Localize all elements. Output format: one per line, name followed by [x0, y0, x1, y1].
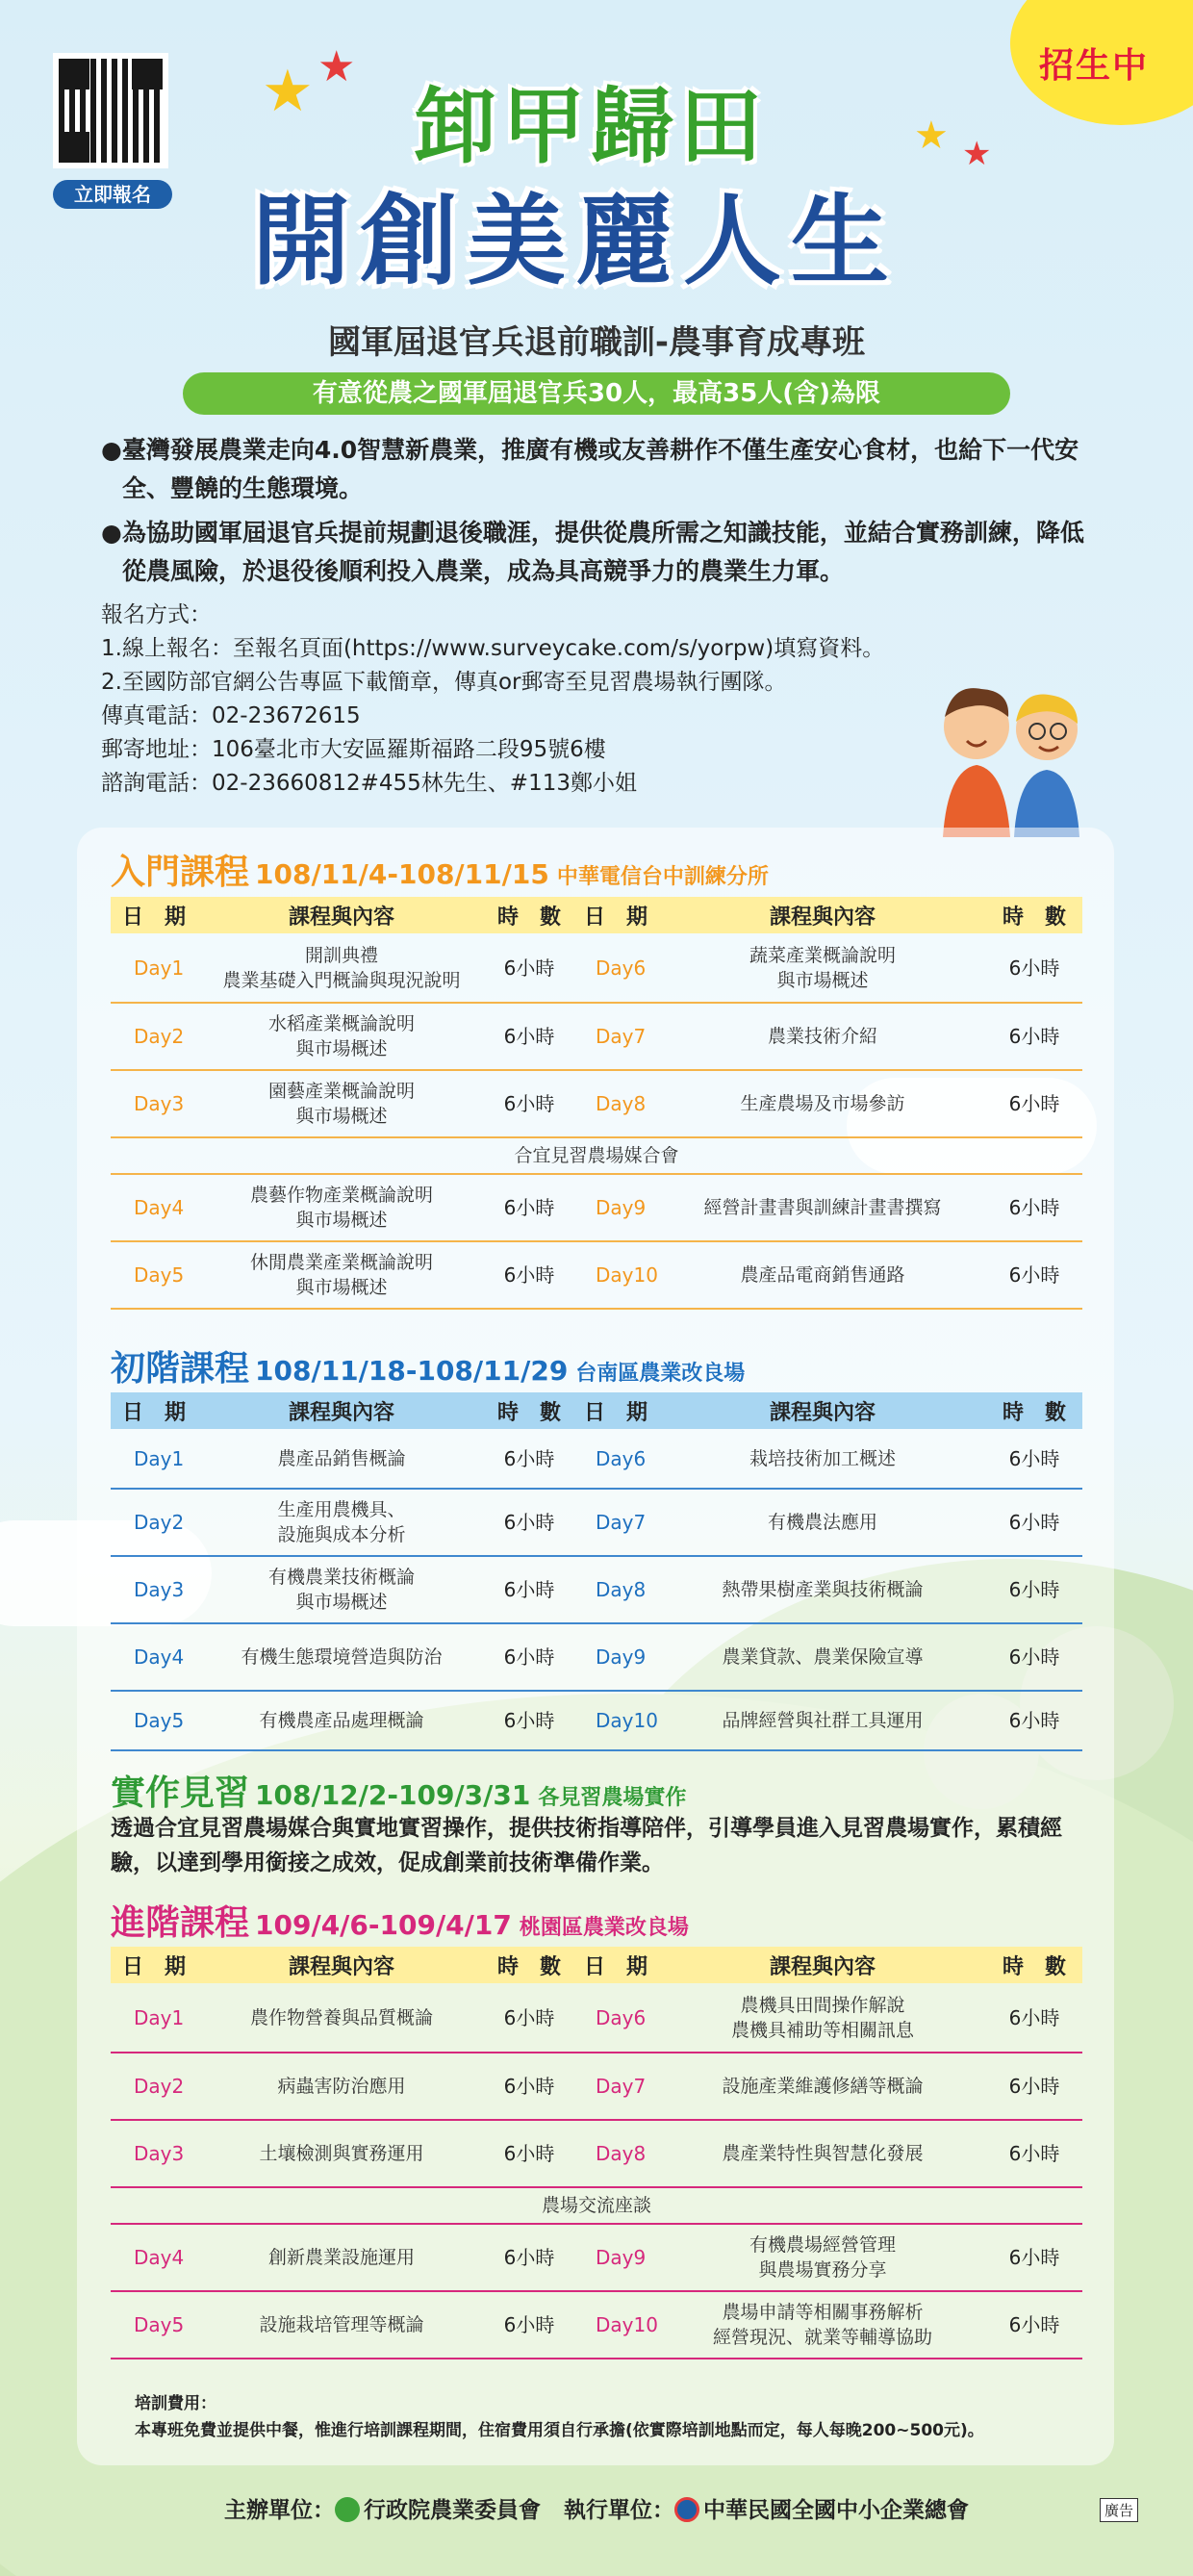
- column-header: 時 數: [986, 1392, 1082, 1429]
- enrolling-badge: 招生中: [1039, 46, 1150, 86]
- column-header: 課程與內容: [659, 897, 986, 933]
- day-cell: Day6: [572, 1983, 659, 2053]
- basic-course-date: 108/11/18-108/11/29: [255, 1355, 569, 1387]
- practice-date: 108/12/2-109/3/31: [255, 1779, 531, 1811]
- day-cell: Day1: [111, 1429, 197, 1489]
- training-fee: [135, 2390, 1087, 2444]
- star-icon: ★: [317, 42, 356, 91]
- day-cell: Day1: [111, 1983, 197, 2053]
- table-row: [111, 933, 1082, 1003]
- hours-cell: 6小時: [986, 2053, 1082, 2120]
- course-content-cell: 農機具田間操作解說 農機具補助等相關訊息: [659, 1983, 986, 2053]
- practice-description: 透過合宜見習農場媒合與實地實習操作，提供技術指導陪伴，引導學員進入見習農場實作，累積經驗，以達到學用銜接之成效，促成創業前技術準備作業。: [111, 1816, 1062, 1875]
- course-content-cell: 園藝產業概論說明 與市場概述: [197, 1070, 486, 1137]
- column-header: 時 數: [986, 897, 1082, 933]
- basic-course-title: 初階課程: [111, 1349, 250, 1389]
- table-row: [111, 2224, 1082, 2291]
- course-content-cell: 農業貸款、農業保險宣導: [659, 1623, 986, 1691]
- table-row: [111, 1556, 1082, 1623]
- host-label: 主辦單位：: [223, 2498, 335, 2523]
- merged-event-cell: 農場交流座談: [111, 2187, 1082, 2224]
- course-content-cell: 休閒農業產業概論說明 與市場概述: [197, 1241, 486, 1309]
- hours-cell: 6小時: [986, 1623, 1082, 1691]
- footer: [0, 2492, 1193, 2524]
- practice-title: 實作見習: [111, 1773, 250, 1813]
- column-header: 時 數: [486, 1947, 572, 1983]
- signup-line: 報名方式：: [101, 602, 212, 627]
- basic-course-location: 台南區農業改良場: [575, 1362, 746, 1386]
- hours-cell: 6小時: [986, 1983, 1082, 2053]
- day-cell: Day9: [572, 2224, 659, 2291]
- day-cell: Day7: [572, 1003, 659, 1070]
- day-cell: Day4: [111, 1623, 197, 1691]
- table-row: [111, 1137, 1082, 1174]
- hours-cell: 6小時: [486, 1691, 572, 1750]
- column-header: 日 期: [572, 1392, 659, 1429]
- basic-course-table: [111, 1392, 1082, 1751]
- day-cell: Day8: [572, 1070, 659, 1137]
- hours-cell: 6小時: [486, 1623, 572, 1691]
- course-content-cell: 農場申請等相關事務解析 經營現況、就業等輔導協助: [659, 2291, 986, 2359]
- host-org: 行政院農業委員會: [363, 2498, 541, 2523]
- exec-label: 執行單位：: [564, 2498, 675, 2523]
- headline-line1: 卸甲歸田: [414, 79, 768, 175]
- intro-course-location: 中華電信台中訓練分所: [556, 865, 769, 889]
- course-content-cell: 農產品電商銷售通路: [659, 1241, 986, 1309]
- column-header: 日 期: [111, 897, 197, 933]
- signup-now-label[interactable]: 立即報名: [53, 180, 172, 209]
- course-content-cell: 設施產業維護修繕等概論: [659, 2053, 986, 2120]
- day-cell: Day3: [111, 2120, 197, 2187]
- fee-label: 培訓費用：: [135, 2394, 216, 2413]
- hours-cell: 6小時: [486, 2053, 572, 2120]
- practice-location: 各見習農場實作: [538, 1786, 687, 1810]
- day-cell: Day10: [572, 2291, 659, 2359]
- hours-cell: 6小時: [486, 1489, 572, 1556]
- signup-line: 1.線上報名：至報名頁面(https://www.surveycake.com/s/yorpw)填寫資料。: [101, 636, 885, 661]
- advanced-course-location: 桃園區農業改良場: [519, 1916, 689, 1940]
- day-cell: Day3: [111, 1070, 197, 1137]
- star-icon: ★: [962, 135, 992, 173]
- program-subtitle: 國軍屆退官兵退前職訓-農事育成專班: [327, 323, 866, 362]
- table-header-row: [111, 897, 1082, 933]
- table-row: [111, 1174, 1082, 1241]
- course-content-cell: 有機農產品處理概論: [197, 1691, 486, 1750]
- table-row: [111, 2120, 1082, 2187]
- day-cell: Day8: [572, 1556, 659, 1623]
- basic-course-heading: [111, 1341, 745, 1390]
- column-header: 日 期: [572, 897, 659, 933]
- exec-org: 中華民國全國中小企業總會: [703, 2498, 970, 2523]
- hours-cell: 6小時: [486, 1174, 572, 1241]
- coa-logo-icon: [335, 2497, 360, 2522]
- course-content-cell: 農產品銷售概論: [197, 1429, 486, 1489]
- course-content-cell: 農藝作物產業概論說明 與市場概述: [197, 1174, 486, 1241]
- hours-cell: 6小時: [986, 1003, 1082, 1070]
- course-content-cell: 水稻產業概論說明 與市場概述: [197, 1003, 486, 1070]
- advanced-course-table: [111, 1947, 1082, 2359]
- intro-course-date: 108/11/4-108/11/15: [255, 858, 549, 890]
- table-row: [111, 1691, 1082, 1750]
- bullet-item: ●為協助國軍屆退官兵提前規劃退後職涯，提供從農所需之知識技能，並結合實務訓練，降低從農風險，於退役後順利投入農業，成為具高競爭力的農業生力軍。: [101, 519, 1084, 585]
- table-row: [111, 1489, 1082, 1556]
- table-row: [111, 1623, 1082, 1691]
- intro-course-table: [111, 897, 1082, 1310]
- fee-text: 本專班免費並提供中餐，惟進行培訓課程期間，住宿費用須自行承擔(依實際培訓地點而定，每人每晚200~500元)。: [135, 2421, 984, 2440]
- hours-cell: 6小時: [486, 2120, 572, 2187]
- qr-code[interactable]: [53, 53, 168, 168]
- hours-cell: 6小時: [986, 1070, 1082, 1137]
- hours-cell: 6小時: [486, 1241, 572, 1309]
- course-content-cell: 農產業特性與智慧化發展: [659, 2120, 986, 2187]
- signup-line: 諮詢電話：02-23660812#455林先生、#113鄭小姐: [101, 771, 637, 796]
- intro-bullets: [101, 431, 1092, 597]
- hours-cell: 6小時: [486, 1070, 572, 1137]
- headline-line2: 開創美麗人生: [252, 185, 899, 299]
- hours-cell: 6小時: [986, 2224, 1082, 2291]
- hours-cell: 6小時: [486, 2224, 572, 2291]
- table-row: [111, 1003, 1082, 1070]
- day-cell: Day2: [111, 1489, 197, 1556]
- column-header: 日 期: [111, 1392, 197, 1429]
- course-content-cell: 開訓典禮 農業基礎入門概論與現況說明: [197, 933, 486, 1003]
- course-content-cell: 農作物營養與品質概論: [197, 1983, 486, 2053]
- intro-course-title: 入門課程: [111, 853, 250, 892]
- day-cell: Day8: [572, 2120, 659, 2187]
- nasme-logo-icon: [674, 2497, 699, 2522]
- course-content-cell: 有機農法應用: [659, 1489, 986, 1556]
- signup-line: 傳真電話：02-23672615: [101, 703, 361, 728]
- advanced-course-title: 進階課程: [111, 1903, 250, 1943]
- advanced-course-date: 109/4/6-109/4/17: [255, 1909, 512, 1941]
- course-content-cell: 有機農場經營管理 與農場實務分享: [659, 2224, 986, 2291]
- signup-line: 2.至國防部官網公告專區下載簡章，傳真or郵寄至見習農場執行團隊。: [101, 670, 787, 695]
- course-content-cell: 創新農業設施運用: [197, 2224, 486, 2291]
- table-row: [111, 1429, 1082, 1489]
- day-cell: Day2: [111, 2053, 197, 2120]
- table-header-row: [111, 1392, 1082, 1429]
- signup-info: [101, 599, 884, 801]
- column-header: 課程與內容: [197, 897, 486, 933]
- table-row: [111, 1241, 1082, 1309]
- column-header: 時 數: [486, 1392, 572, 1429]
- column-header: 時 數: [986, 1947, 1082, 1983]
- day-cell: Day6: [572, 1429, 659, 1489]
- column-header: 課程與內容: [197, 1392, 486, 1429]
- column-header: 日 期: [111, 1947, 197, 1983]
- hours-cell: 6小時: [986, 1429, 1082, 1489]
- ad-mark: 廣告: [1100, 2498, 1138, 2522]
- table-row: [111, 2187, 1082, 2224]
- hours-cell: 6小時: [986, 2291, 1082, 2359]
- course-content-cell: 熱帶果樹產業與技術概論: [659, 1556, 986, 1623]
- table-row: [111, 2053, 1082, 2120]
- hours-cell: 6小時: [486, 1556, 572, 1623]
- hours-cell: 6小時: [986, 933, 1082, 1003]
- day-cell: Day9: [572, 1623, 659, 1691]
- hours-cell: 6小時: [486, 1983, 572, 2053]
- day-cell: Day10: [572, 1691, 659, 1750]
- hours-cell: 6小時: [986, 1174, 1082, 1241]
- table-row: [111, 1983, 1082, 2053]
- course-content-cell: 生產用農機具、 設施與成本分析: [197, 1489, 486, 1556]
- course-content-cell: 蔬菜產業概論說明 與市場概述: [659, 933, 986, 1003]
- practice-heading: [111, 1766, 686, 1815]
- day-cell: Day4: [111, 1174, 197, 1241]
- hours-cell: 6小時: [486, 2291, 572, 2359]
- course-content-cell: 品牌經營與社群工具運用: [659, 1691, 986, 1750]
- day-cell: Day7: [572, 1489, 659, 1556]
- day-cell: Day1: [111, 933, 197, 1003]
- course-content-cell: 經營計畫書與訓練計畫書撰寫: [659, 1174, 986, 1241]
- column-header: 課程與內容: [659, 1392, 986, 1429]
- hours-cell: 6小時: [986, 1241, 1082, 1309]
- day-cell: Day5: [111, 1241, 197, 1309]
- bullet-item: ●臺灣發展農業走向4.0智慧新農業，推廣有機或友善耕作不僅生產安心食材，也給下一代安全、豐饒的生態環境。: [101, 436, 1079, 502]
- day-cell: Day2: [111, 1003, 197, 1070]
- course-content-cell: 有機生態環境營造與防治: [197, 1623, 486, 1691]
- column-header: 時 數: [486, 897, 572, 933]
- advanced-course-heading: [111, 1896, 689, 1945]
- hours-cell: 6小時: [986, 1556, 1082, 1623]
- course-content-cell: 生產農場及市場參訪: [659, 1070, 986, 1137]
- day-cell: Day5: [111, 2291, 197, 2359]
- course-content-cell: 病蟲害防治應用: [197, 2053, 486, 2120]
- column-header: 課程與內容: [659, 1947, 986, 1983]
- day-cell: Day5: [111, 1691, 197, 1750]
- intro-course-heading: [111, 845, 769, 894]
- hours-cell: 6小時: [986, 1489, 1082, 1556]
- cartoon-kids-illustration: [914, 674, 1106, 837]
- star-icon: ★: [262, 58, 314, 125]
- course-content-cell: 栽培技術加工概述: [659, 1429, 986, 1489]
- column-header: 日 期: [572, 1947, 659, 1983]
- hours-cell: 6小時: [486, 1429, 572, 1489]
- course-content-cell: 設施栽培管理等概論: [197, 2291, 486, 2359]
- hours-cell: 6小時: [486, 1003, 572, 1070]
- course-content-cell: 土壤檢測與實務運用: [197, 2120, 486, 2187]
- course-content-cell: 農業技術介紹: [659, 1003, 986, 1070]
- day-cell: Day7: [572, 2053, 659, 2120]
- day-cell: Day3: [111, 1556, 197, 1623]
- hours-cell: 6小時: [486, 933, 572, 1003]
- table-header-row: [111, 1947, 1082, 1983]
- column-header: 課程與內容: [197, 1947, 486, 1983]
- table-row: [111, 1070, 1082, 1137]
- day-cell: Day4: [111, 2224, 197, 2291]
- signup-line: 郵寄地址：106臺北市大安區羅斯福路二段95號6樓: [101, 737, 606, 762]
- hours-cell: 6小時: [986, 1691, 1082, 1750]
- day-cell: Day9: [572, 1174, 659, 1241]
- quota-banner: 有意從農之國軍屆退官兵30人，最高35人(含)為限: [183, 372, 1010, 415]
- star-icon: ★: [914, 114, 949, 158]
- day-cell: Day6: [572, 933, 659, 1003]
- course-content-cell: 有機農業技術概論 與市場概述: [197, 1556, 486, 1623]
- merged-event-cell: 合宜見習農場媒合會: [111, 1137, 1082, 1174]
- day-cell: Day10: [572, 1241, 659, 1309]
- hours-cell: 6小時: [986, 2120, 1082, 2187]
- table-row: [111, 2291, 1082, 2359]
